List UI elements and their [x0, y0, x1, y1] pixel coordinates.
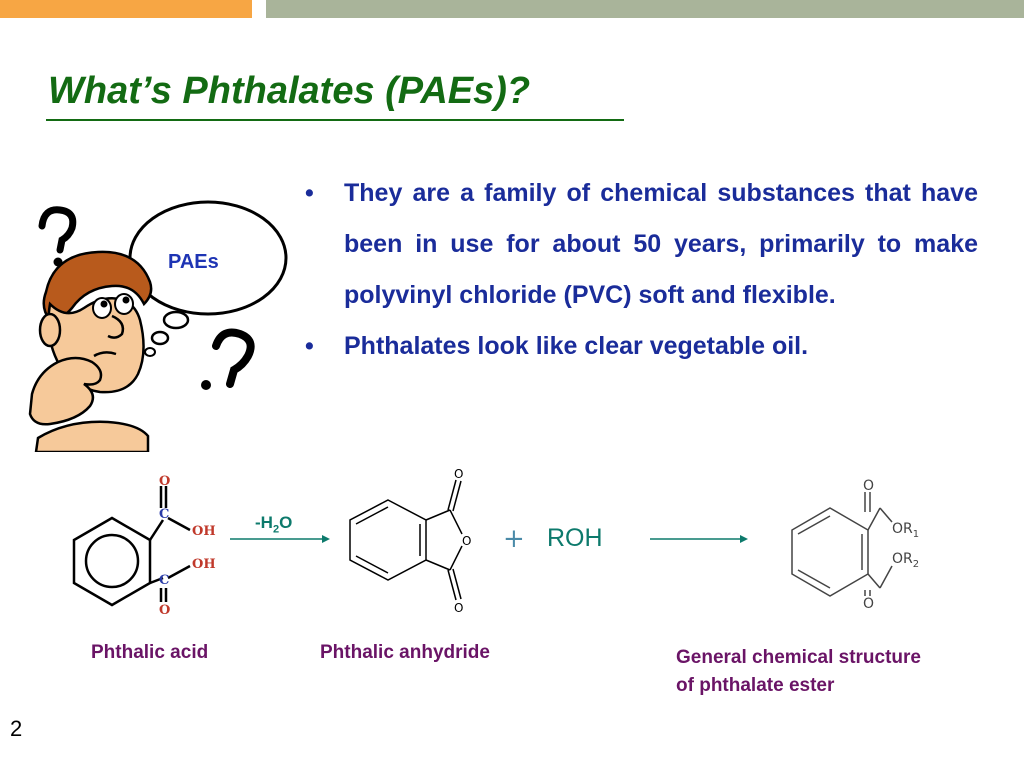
phthalate-ester-label — [676, 644, 921, 700]
ester-group-or1: $OR_1$ — [892, 521, 920, 540]
acid-atom-o: O — [159, 603, 171, 618]
header-accent-bar-orange — [0, 0, 252, 18]
anhydride-atom-o: O — [454, 601, 464, 615]
plus-sign: + — [503, 524, 525, 554]
phthalate-ester-structure — [792, 492, 892, 596]
acid-atom-c: C — [159, 507, 170, 522]
thinking-man-illustration — [28, 180, 290, 452]
anhydride-atom-o: O — [462, 534, 472, 548]
phthalic-anhydride-label: Phthalic anhydride — [320, 642, 490, 663]
acid-atom-c: C — [159, 573, 170, 588]
phthalic-acid-structure — [74, 486, 190, 605]
reaction-arrow — [230, 535, 330, 543]
alcohol-reagent-label: ROH — [547, 524, 603, 552]
header-accent-bar-green — [266, 0, 1024, 18]
water-removal-label: $-H_2O$ — [255, 513, 293, 536]
phthalic-acid-label: Phthalic acid — [91, 642, 209, 663]
question-mark-icon — [42, 210, 73, 267]
ester-group-or2: $OR_2$ — [892, 551, 920, 570]
thought-bubble — [130, 202, 286, 356]
phthalate-ester-label-line2: of phthalate ester — [676, 675, 835, 696]
anhydride-atom-o: O — [454, 467, 464, 481]
bullet-item: • They are a family of chemical substances that have been in use for about 50 years, primarily to make polyvinyl chloride (PVC) soft and flexible. — [305, 168, 978, 321]
acid-atom-o: O — [159, 474, 171, 489]
phthalic-anhydride-structure — [350, 480, 462, 600]
ester-atom-o: O — [863, 596, 875, 612]
phthalate-ester-label-line1: General chemical structure — [676, 647, 921, 668]
bullet-item: • Phthalates look like clear vegetable oil. — [305, 321, 978, 372]
thought-bubble-text: PAEs — [168, 251, 219, 273]
ester-atom-o: O — [863, 478, 875, 494]
acid-atom-oh: OH — [192, 557, 216, 572]
bullet-list — [305, 168, 978, 372]
question-mark-icon — [201, 333, 251, 391]
reaction-arrow — [650, 535, 748, 543]
page-number: 2 — [10, 716, 23, 741]
title-underline — [46, 119, 624, 121]
slide-title: What’s Phthalates (PAEs)? — [48, 70, 531, 112]
acid-atom-oh: OH — [192, 524, 216, 539]
